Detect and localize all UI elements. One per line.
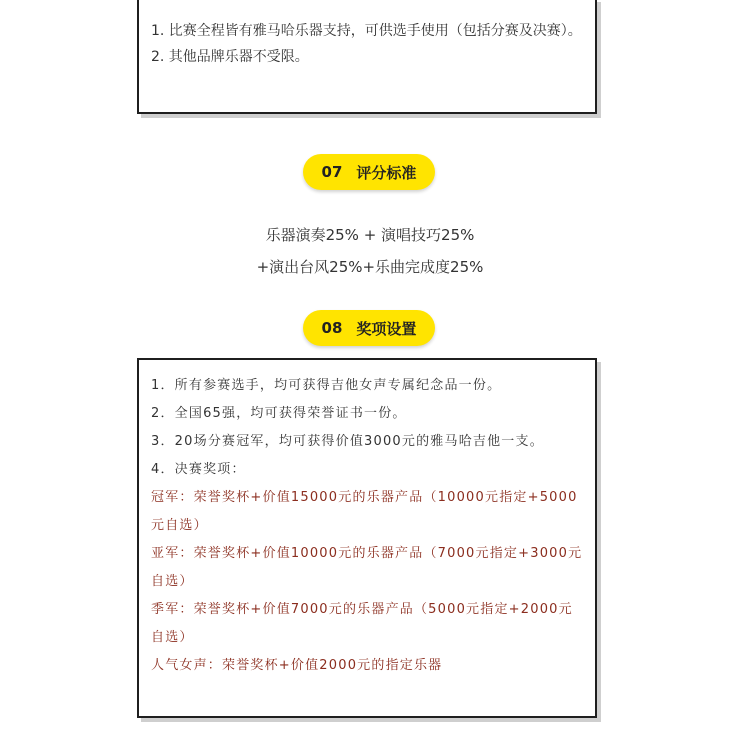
section-08-title: 奖项设置 <box>356 319 417 338</box>
rules-box <box>137 0 597 114</box>
section-07-title: 评分标准 <box>356 163 417 182</box>
section-07-number: 07 <box>321 163 343 181</box>
section-08-number: 08 <box>321 319 343 337</box>
criteria-line-2: +演出台风25%+乐曲完成度25% <box>256 258 484 276</box>
rule-line-2: 2. 其他品牌乐器不受限。 <box>151 49 309 65</box>
award-item-participants: 1．所有参赛选手，均可获得吉他女声专属纪念品一份。 <box>151 378 502 393</box>
award-item-popular-vote: 人气女声：荣誉奖杯+价值2000元的指定乐器 <box>151 658 443 673</box>
award-item-champion: 冠军：荣誉奖杯+价值15000元的乐器产品（10000元指定+5000元自选） <box>151 490 578 533</box>
award-item-finals-heading: 4．决赛奖项： <box>151 462 246 477</box>
awards-box <box>137 358 597 718</box>
rule-line-1: 1. 比赛全程皆有雅马哈乐器支持，可供选手使用（包括分赛及决赛）。 <box>151 23 582 39</box>
section-08-header <box>303 310 435 346</box>
award-item-top65: 2．全国65强，均可获得荣誉证书一份。 <box>151 406 407 421</box>
award-item-division-champion: 3．20场分赛冠军，均可获得价值3000元的雅马哈吉他一支。 <box>151 434 544 449</box>
section-07-header <box>303 154 435 190</box>
award-item-third-place: 季军：荣誉奖杯+价值7000元的乐器产品（5000元指定+2000元自选） <box>151 602 573 645</box>
award-item-runner-up: 亚军：荣誉奖杯+价值10000元的乐器产品（7000元指定+3000元自选） <box>151 546 583 589</box>
criteria-line-1: 乐器演奏25% + 演唱技巧25% <box>265 226 475 244</box>
